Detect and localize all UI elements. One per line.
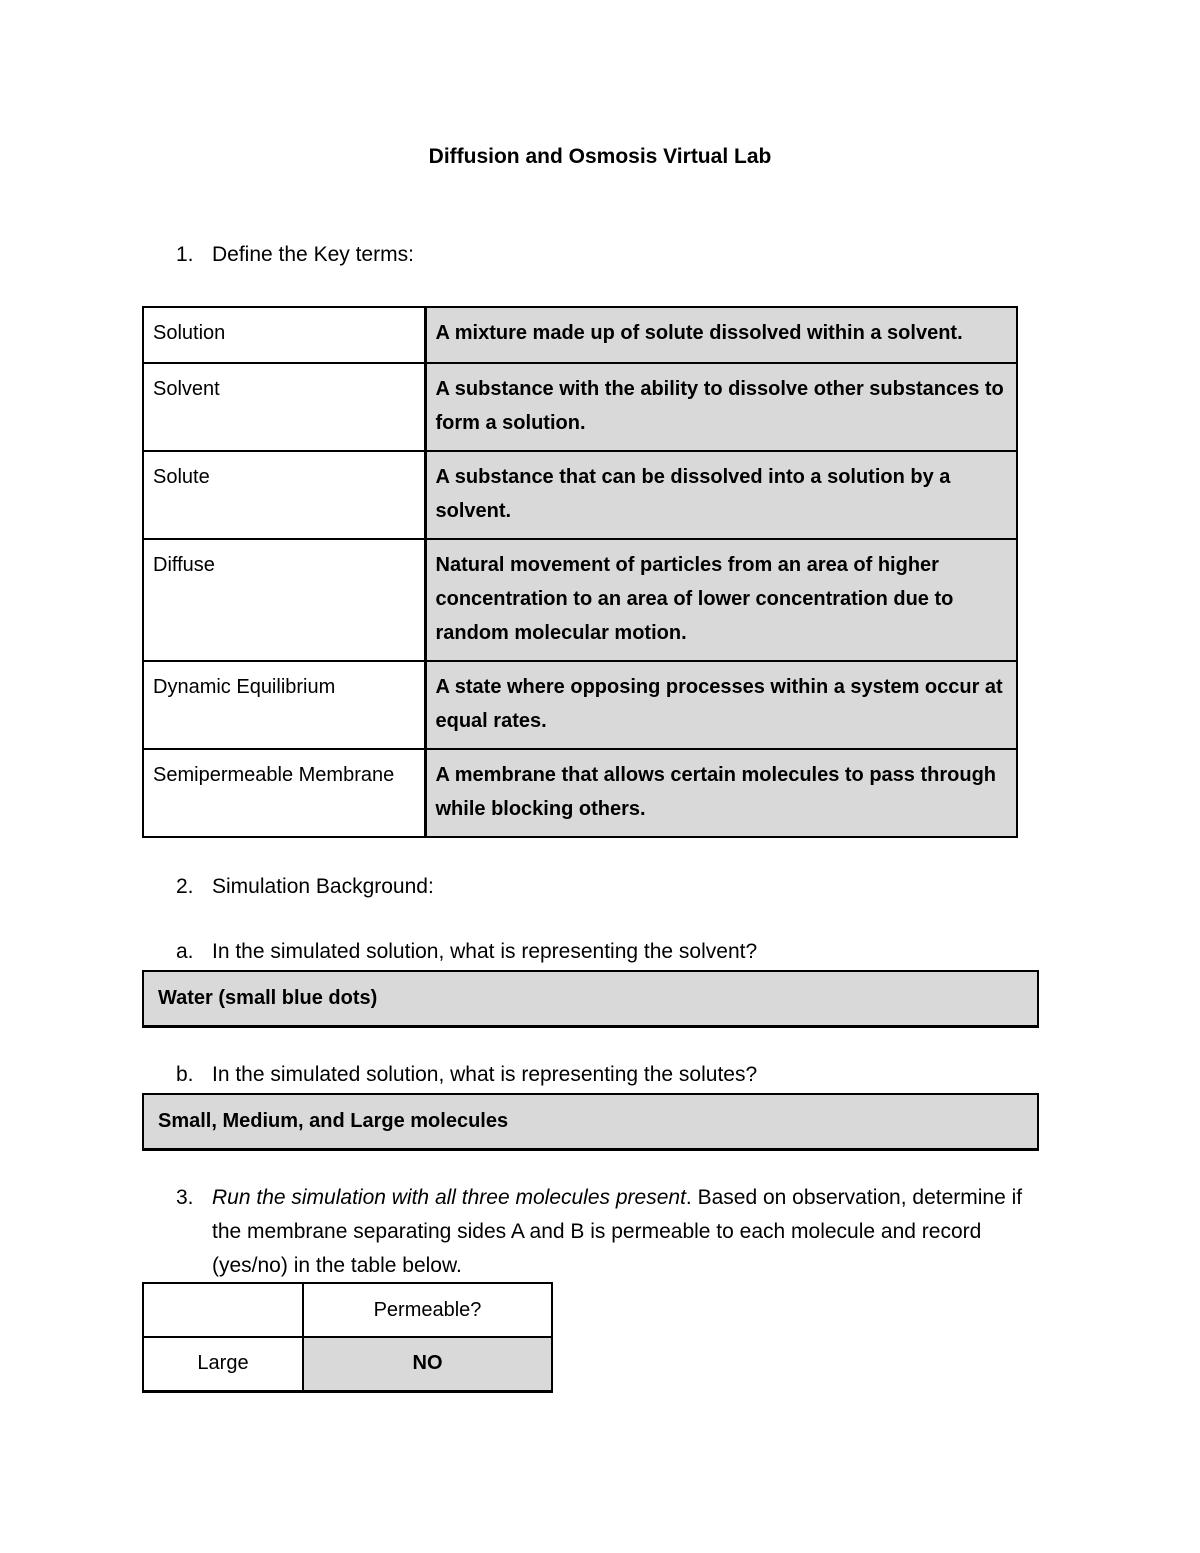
question-3-line-3: (yes/no) in the table below. xyxy=(212,1254,462,1277)
definition-text: A membrane that allows certain molecules to pass through while blocking others. xyxy=(435,764,996,820)
question-number: 2. xyxy=(176,875,194,898)
table-row xyxy=(143,661,1017,749)
definition-cell[interactable] xyxy=(425,539,1017,661)
page-title: Diffusion and Osmosis Virtual Lab xyxy=(428,145,772,168)
header-blank-cell xyxy=(143,1283,303,1337)
answer-text: Small, Medium, and Large molecules xyxy=(158,1110,509,1132)
table-row xyxy=(143,539,1017,661)
definition-cell[interactable] xyxy=(425,307,1017,363)
term-cell: Semipermeable Membrane xyxy=(143,749,425,837)
table-row xyxy=(143,363,1017,451)
question-2a xyxy=(176,935,1036,969)
sub-question-text: In the simulated solution, what is representing the solutes? xyxy=(212,1063,758,1086)
table-row xyxy=(143,307,1017,363)
question-3-text xyxy=(212,1181,1072,1283)
key-terms-table xyxy=(142,306,1018,838)
term-cell: Solvent xyxy=(143,363,425,451)
definition-cell[interactable] xyxy=(425,451,1017,539)
term-cell: Dynamic Equilibrium xyxy=(143,661,425,749)
question-3-line-2: the membrane separating sides A and B is permeable to each molecule and record xyxy=(212,1220,982,1243)
instruction-rest: . Based on observation, determine if xyxy=(685,1186,1023,1209)
question-prompt: Simulation Background: xyxy=(212,875,434,898)
question-2b xyxy=(176,1058,1036,1092)
answer-2b-field[interactable] xyxy=(142,1093,1039,1151)
definition-text: A substance that can be dissolved into a solution by a solvent. xyxy=(435,466,951,522)
molecule-cell: Large xyxy=(143,1337,303,1391)
term-cell: Solution xyxy=(143,307,425,363)
permeable-value: NO xyxy=(412,1352,443,1375)
question-1 xyxy=(176,238,976,272)
term-cell: Solute xyxy=(143,451,425,539)
definition-cell[interactable] xyxy=(425,363,1017,451)
term-cell: Diffuse xyxy=(143,539,425,661)
question-number: 1. xyxy=(176,243,194,266)
table-row xyxy=(143,749,1017,837)
sub-question-letter: a. xyxy=(176,940,194,963)
sub-question-text: In the simulated solution, what is representing the solvent? xyxy=(212,940,758,963)
question-2 xyxy=(176,870,976,904)
table-row xyxy=(143,451,1017,539)
header-permeable: Permeable? xyxy=(303,1283,552,1337)
sub-question-letter: b. xyxy=(176,1063,194,1086)
table-header-row xyxy=(143,1283,552,1337)
permeability-table xyxy=(142,1282,553,1393)
answer-text: Water (small blue dots) xyxy=(158,987,378,1009)
definition-text: A mixture made up of solute dissolved within a solvent. xyxy=(435,322,963,344)
question-3 xyxy=(176,1181,1076,1283)
question-prompt: Define the Key terms: xyxy=(212,243,414,266)
table-row xyxy=(143,1337,552,1391)
permeable-answer-cell[interactable] xyxy=(303,1337,552,1391)
question-number: 3. xyxy=(176,1186,194,1209)
definition-cell[interactable] xyxy=(425,661,1017,749)
answer-2a-field[interactable] xyxy=(142,970,1039,1028)
instruction-italic: Run the simulation with all three molecules present xyxy=(212,1186,686,1209)
question-3-line-1 xyxy=(212,1181,1072,1215)
definition-text: Natural movement of particles from an area of higher concentration to an area of lower concentration due to random molecular motion. xyxy=(435,554,954,644)
definition-text: A substance with the ability to dissolve other substances to form a solution. xyxy=(435,378,1004,434)
definition-cell[interactable] xyxy=(425,749,1017,837)
definition-text: A state where opposing processes within a system occur at equal rates. xyxy=(435,676,1003,732)
